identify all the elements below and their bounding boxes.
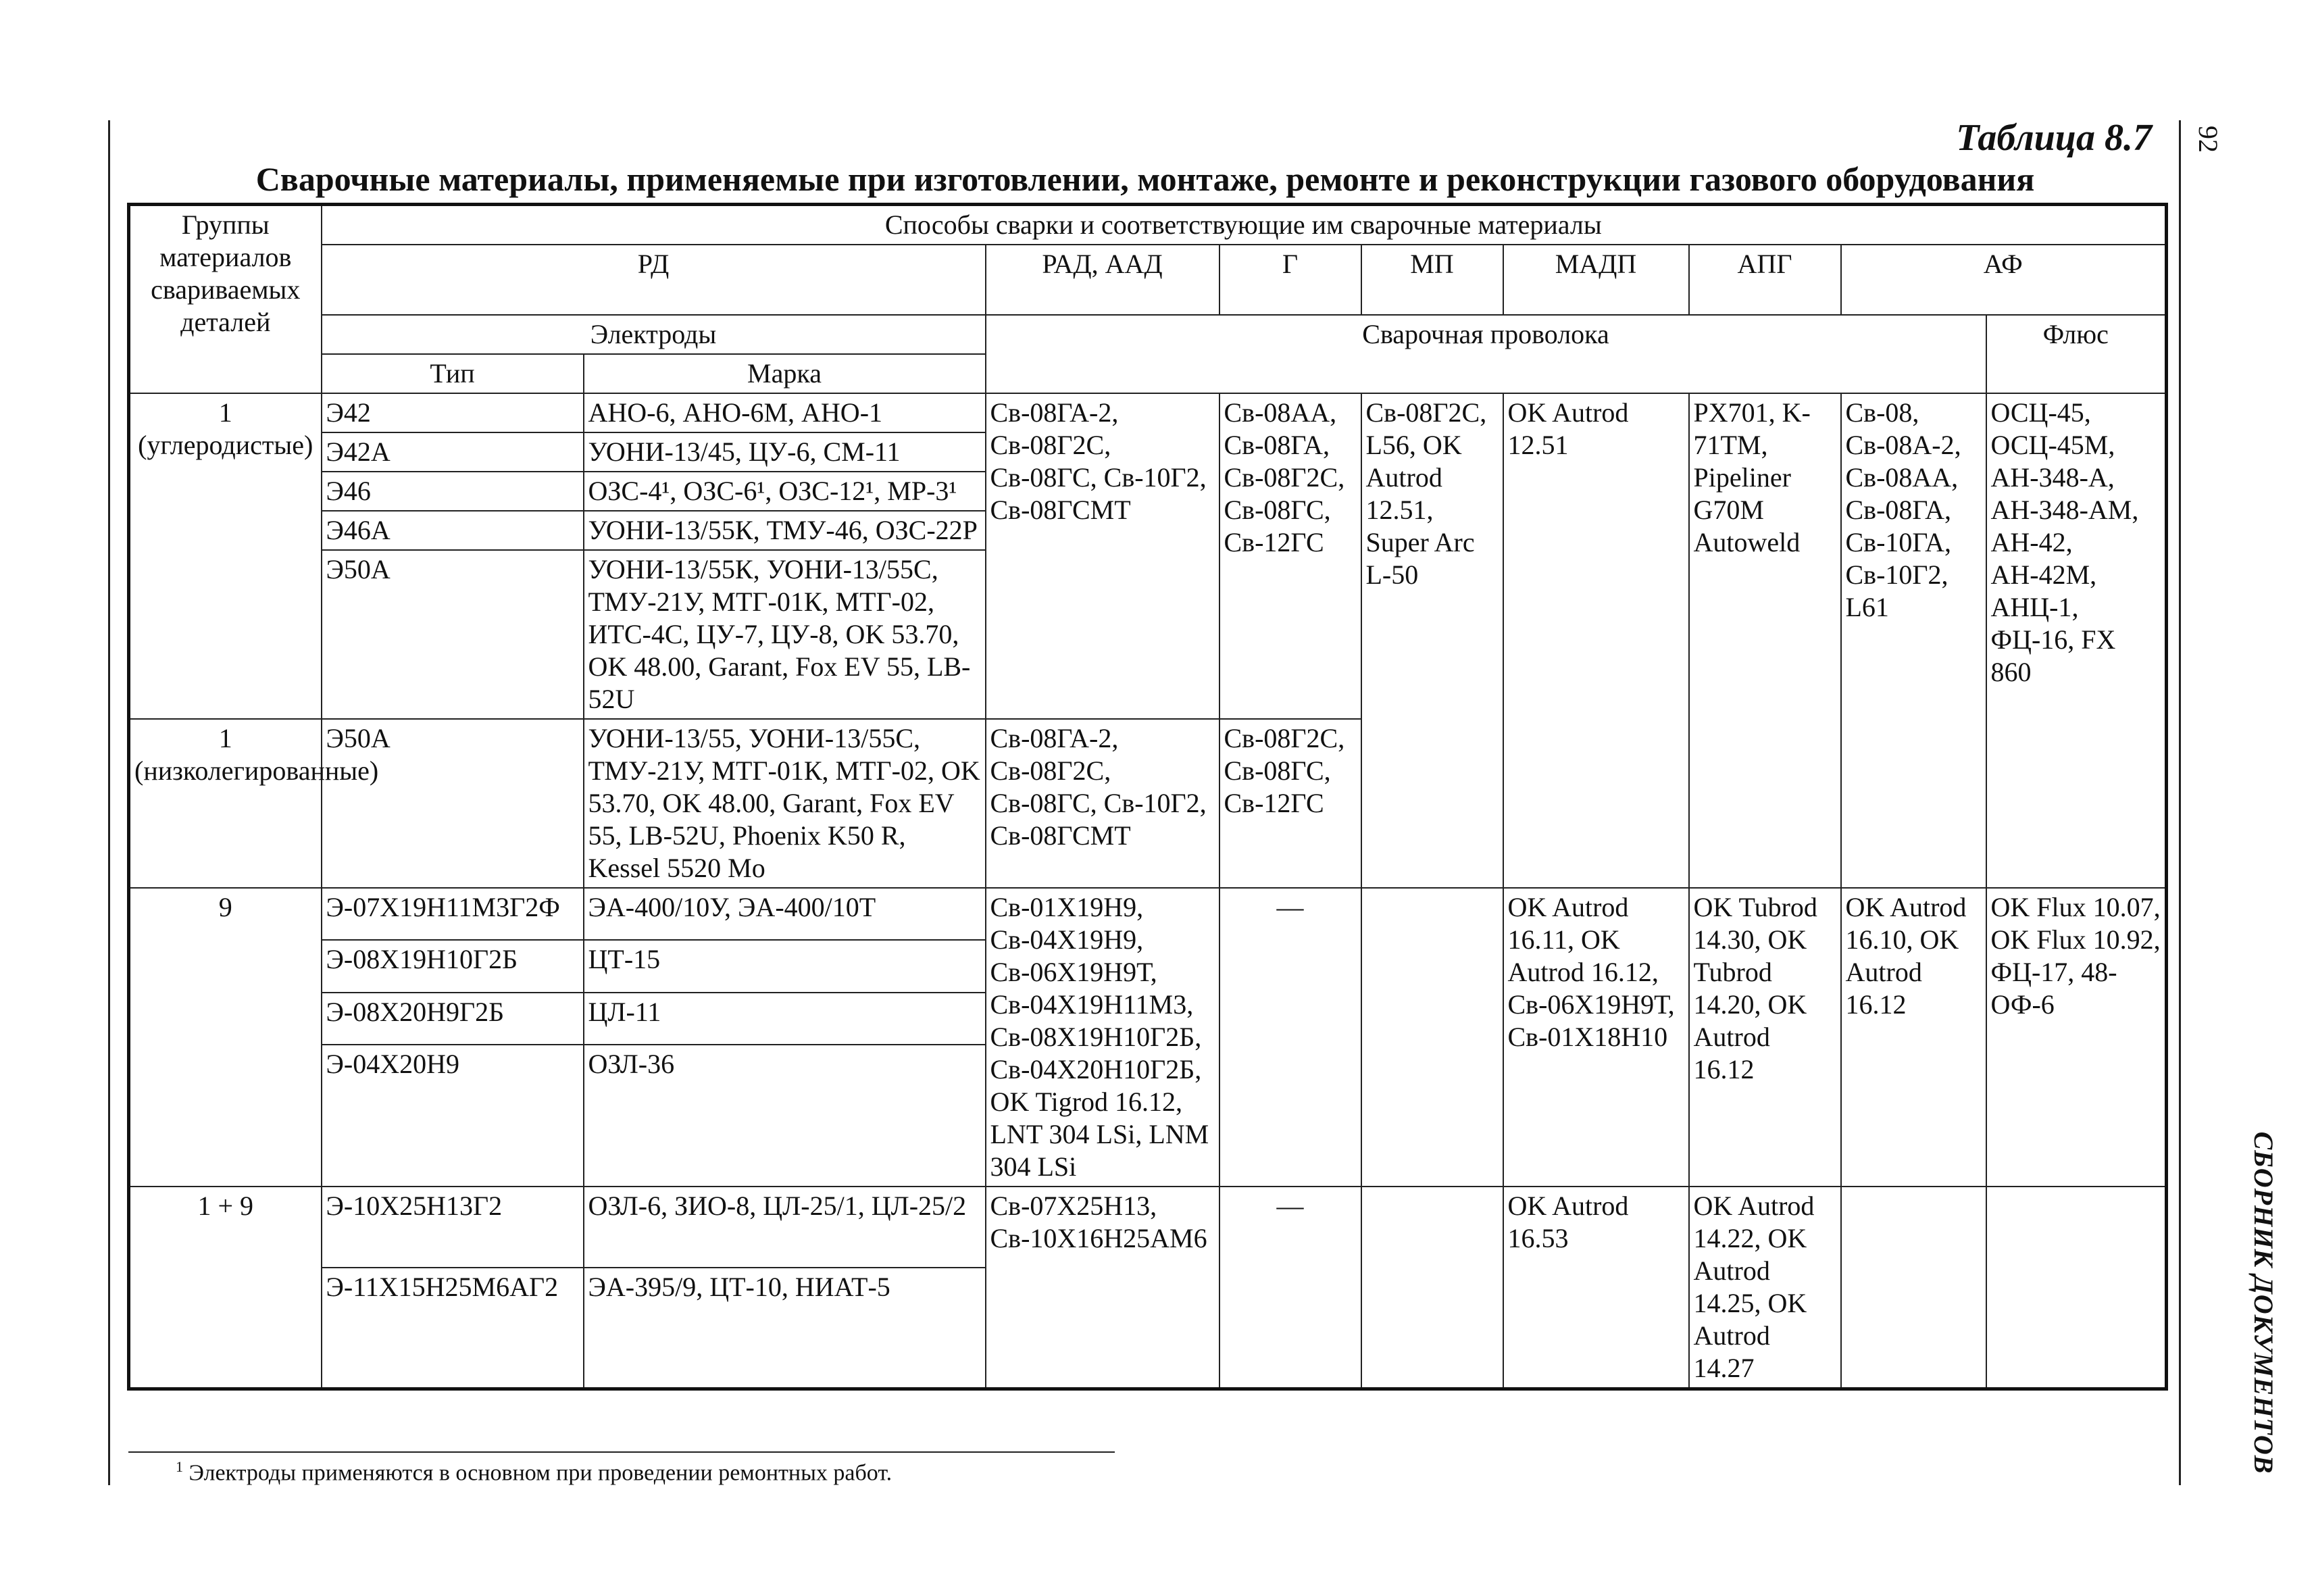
af-wire: Св-08, Св-08А-2, Св-08АА, Св-08ГА, Св-10ГА, Св-10Г2, L61 xyxy=(1841,393,1986,888)
electrode-type: Э46 xyxy=(322,472,584,511)
af-flux xyxy=(1986,1187,2167,1389)
af-flux: OK Flux 10.07, OK Flux 10.92, ФЦ-17, 48-ОФ-6 xyxy=(1986,888,2167,1187)
electrode-brand: УОНИ-13/55К, УОНИ-13/55С, ТМУ-21У, МТГ-01К, МТГ-02, ИТС-4С, ЦУ-7, ЦУ-8, OK 53.70, OK 48.00, Garant, Fox EV 55, LB-52U xyxy=(584,550,986,719)
header-type: Тип xyxy=(322,354,584,393)
rad-aad-wire: Св-08ГА-2, Св-08Г2С, Св-08ГС, Св-10Г2, Св-08ГСМТ xyxy=(986,719,1219,888)
electrode-brand: ЦЛ-11 xyxy=(584,993,986,1045)
mp-wire xyxy=(1361,888,1503,1187)
header-af: АФ xyxy=(1841,245,2167,315)
header-madp: МАДП xyxy=(1503,245,1689,315)
header-methods: Способы сварки и соответствующие им сварочные материалы xyxy=(322,205,2167,245)
madp-wire: OK Autrod 16.11, OK Autrod 16.12, Св-06Х19Н9Т, Св-01Х18Н10 xyxy=(1503,888,1689,1187)
electrode-type: Э-08Х20Н9Г2Б xyxy=(322,993,584,1045)
g-wire: — xyxy=(1219,888,1361,1187)
header-electrodes: Электроды xyxy=(322,315,986,354)
header-mp: МП xyxy=(1361,245,1503,315)
welding-materials-table xyxy=(127,203,2168,1391)
apg-wire: OK Tubrod 14.30, OK Tubrod 14.20, OK Autrod 16.12 xyxy=(1689,888,1841,1187)
header-apg: АПГ xyxy=(1689,245,1841,315)
electrode-type: Э-11Х15Н25М6АГ2 xyxy=(322,1268,584,1389)
rad-aad-wire: Св-07Х25Н13, Св-10Х16Н25АМ6 xyxy=(986,1187,1219,1389)
group-cell: 1 (низколегированные) xyxy=(129,719,322,888)
electrode-brand: УОНИ-13/55, УОНИ-13/55С, ТМУ-21У, МТГ-01К, МТГ-02, OK 53.70, OK 48.00, Garant, Fox EV 55, LB-52U, Phoenix K50 R, Kessel 5520 Mo xyxy=(584,719,986,888)
mp-wire xyxy=(1361,1187,1503,1389)
electrode-brand: АНО-6, АНО-6М, АНО-1 xyxy=(584,393,986,432)
electrode-type: Э42А xyxy=(322,432,584,472)
header-groups: Группы материалов свариваемых деталей xyxy=(129,205,322,394)
rad-aad-wire: Св-01Х19Н9, Св-04Х19Н9, Св-06Х19Н9Т, Св-04Х19Н11М3, Св-08Х19Н10Г2Б, Св-04Х20Н10Г2Б, OK Tigrod 16.12, LNT 304 LSi, LNM 304 LSi xyxy=(986,888,1219,1187)
electrode-brand: УОНИ-13/55К, ТМУ-46, ОЗС-22Р xyxy=(584,511,986,550)
electrode-brand: ЦТ-15 xyxy=(584,940,986,992)
header-wire: Сварочная проволока xyxy=(986,315,1986,393)
side-caption: СБОРНИК ДОКУМЕНТОВ xyxy=(2248,1131,2279,1474)
footnote-rule xyxy=(128,1451,1115,1453)
electrode-type: Э50А xyxy=(322,550,584,719)
group-cell: 9 xyxy=(129,888,322,1187)
af-wire xyxy=(1841,1187,1986,1389)
right-margin-rule xyxy=(2179,120,2181,1485)
left-margin-rule xyxy=(108,120,110,1485)
electrode-type: Э-07Х19Н11М3Г2Ф xyxy=(322,888,584,940)
electrode-type: Э46А xyxy=(322,511,584,550)
table-title: Сварочные материалы, применяемые при изготовлении, монтаже, ремонте и реконструкции газового оборудования xyxy=(255,160,2035,198)
apg-wire: OK Autrod 14.22, OK Autrod 14.25, OK Autrod 14.27 xyxy=(1689,1187,1841,1389)
electrode-type: Э50А xyxy=(322,719,584,888)
electrode-brand: ЭА-400/10У, ЭА-400/10Т xyxy=(584,888,986,940)
electrode-brand: ОЗС-4¹, ОЗС-6¹, ОЗС-12¹, МР-3¹ xyxy=(584,472,986,511)
table-label: Таблица 8.7 xyxy=(1956,117,2152,159)
header-rad-aad: РАД, ААД xyxy=(986,245,1219,315)
page-number: 92 xyxy=(2193,126,2223,153)
group-cell: 1 + 9 xyxy=(129,1187,322,1389)
electrode-type: Э-10Х25Н13Г2 xyxy=(322,1187,584,1268)
electrode-type: Э42 xyxy=(322,393,584,432)
madp-wire: OK Autrod 12.51 xyxy=(1503,393,1689,888)
electrode-brand: ОЗЛ-6, ЗИО-8, ЦЛ-25/1, ЦЛ-25/2 xyxy=(584,1187,986,1268)
electrode-type: Э-04Х20Н9 xyxy=(322,1045,584,1187)
madp-wire: OK Autrod 16.53 xyxy=(1503,1187,1689,1389)
g-wire: — xyxy=(1219,1187,1361,1389)
electrode-brand: УОНИ-13/45, ЦУ-6, СМ-11 xyxy=(584,432,986,472)
header-brand: Марка xyxy=(584,354,986,393)
g-wire: Св-08АА, Св-08ГА, Св-08Г2С, Св-08ГС, Св-12ГС xyxy=(1219,393,1361,719)
af-flux: ОСЦ-45, ОСЦ-45М, АН-348-А, АН-348-АМ, АН-42, АН-42М, АНЦ-1, ФЦ-16, FX 860 xyxy=(1986,393,2167,888)
g-wire: Св-08Г2С, Св-08ГС, Св-12ГС xyxy=(1219,719,1361,888)
rad-aad-wire: Св-08ГА-2, Св-08Г2С, Св-08ГС, Св-10Г2, Св-08ГСМТ xyxy=(986,393,1219,719)
af-wire: OK Autrod 16.10, OK Autrod 16.12 xyxy=(1841,888,1986,1187)
footnote-text: Электроды применяются в основном при проведении ремонтных работ. xyxy=(183,1460,892,1486)
electrode-type: Э-08Х19Н10Г2Б xyxy=(322,940,584,992)
apg-wire: PX701, K-71TM, Pipeliner G70M Autoweld xyxy=(1689,393,1841,888)
footnote xyxy=(176,1458,892,1486)
electrode-brand: ЭА-395/9, ЦТ-10, НИАТ-5 xyxy=(584,1268,986,1389)
electrode-brand: ОЗЛ-36 xyxy=(584,1045,986,1187)
footnote-mark: 1 xyxy=(176,1458,183,1475)
group-cell: 1 (углеродистые) xyxy=(129,393,322,719)
mp-wire: Св-08Г2С, L56, OK Autrod 12.51, Super Arc L-50 xyxy=(1361,393,1503,888)
header-g: Г xyxy=(1219,245,1361,315)
header-flux: Флюс xyxy=(1986,315,2167,393)
header-rd: РД xyxy=(322,245,986,315)
